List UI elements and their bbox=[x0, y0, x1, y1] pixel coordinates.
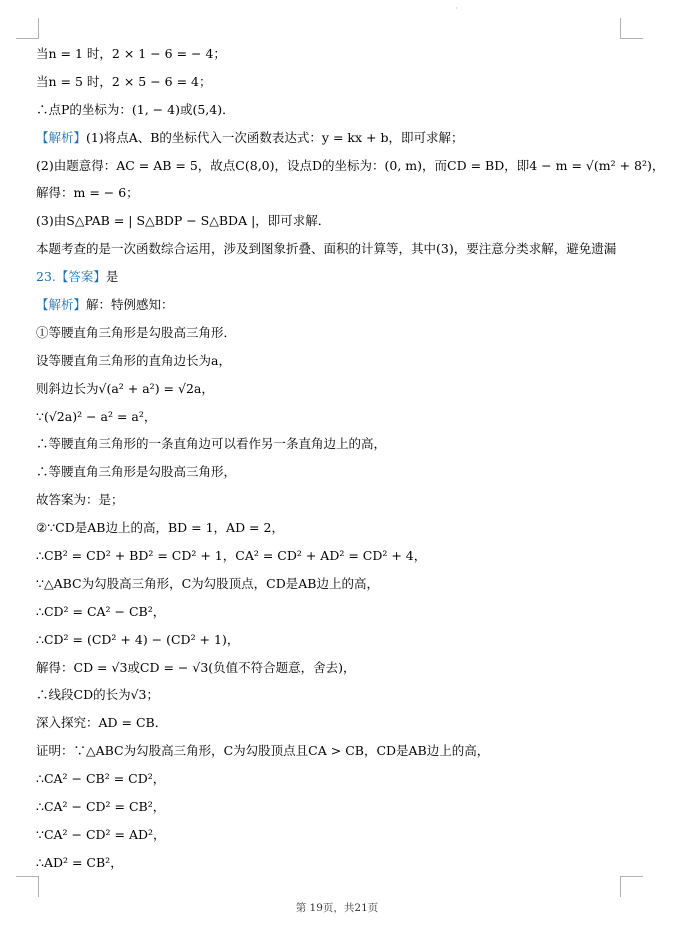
text-line bbox=[36, 681, 636, 709]
text-line bbox=[36, 709, 636, 737]
line-text: ∵(√2a)² − a² = a²， bbox=[36, 408, 157, 424]
text-line bbox=[36, 403, 636, 431]
line-text: 解得：m = − 6； bbox=[36, 185, 139, 201]
line-text: 当n = 5 时，2 × 5 − 6 = 4； bbox=[36, 73, 212, 89]
line-text: 是 bbox=[105, 269, 119, 285]
line-text: ①等腰直角三角形是勾股高三角形． bbox=[36, 324, 237, 340]
line-text: 深入探究：AD = CB． bbox=[36, 715, 168, 731]
line-text: ∴点P的坐标为：(1, − 4)或(5,4)． bbox=[36, 101, 235, 117]
line-text: ∴线段CD的长为√3； bbox=[36, 687, 160, 703]
section-tag: 【解析】 bbox=[36, 129, 87, 145]
text-line bbox=[36, 179, 636, 207]
text-line bbox=[36, 40, 636, 68]
line-text: ∴CA² − CD² = CB²， bbox=[36, 799, 166, 815]
line-text: 故答案为：是； bbox=[36, 492, 124, 508]
text-line bbox=[36, 570, 636, 598]
line-text: 设等腰直角三角形的直角边长为a， bbox=[36, 352, 231, 368]
text-line bbox=[36, 626, 636, 654]
text-line bbox=[36, 849, 636, 877]
line-text: 证明：∵△ABC为勾股高三角形，C为勾股顶点且CA > CB，CD是AB边上的高， bbox=[36, 743, 490, 759]
line-text: ∴等腰直角三角形是勾股高三角形， bbox=[36, 464, 237, 480]
line-text: ∵CA² − CD² = AD²， bbox=[36, 826, 166, 842]
line-text: ∵△ABC为勾股高三角形，C为勾股顶点，CD是AB边上的高， bbox=[36, 575, 379, 591]
text-line bbox=[36, 486, 636, 514]
text-line bbox=[36, 821, 636, 849]
text-line bbox=[36, 430, 636, 458]
text-line bbox=[36, 458, 636, 486]
text-line bbox=[36, 654, 636, 682]
line-text: 解：特例感知： bbox=[86, 297, 174, 313]
line-text: ∴CD² = (CD² + 4) − (CD² + 1)， bbox=[36, 631, 240, 647]
text-line bbox=[36, 152, 665, 180]
crop-mark-bottom-left bbox=[16, 876, 39, 897]
text-line bbox=[36, 96, 636, 124]
text-line bbox=[36, 68, 636, 96]
line-text: ∴CA² − CB² = CD²， bbox=[36, 771, 166, 787]
text-line bbox=[36, 375, 636, 403]
text-line bbox=[36, 514, 636, 542]
text-line bbox=[36, 598, 636, 626]
line-text: ∴CB² = CD² + BD² = CD² + 1，CA² = CD² + AD² = CD² + 4， bbox=[36, 548, 427, 564]
line-text: (2)由题意得：AC = AB = 5，故点C(8,0)，设点D的坐标为：(0, m)，而CD = BD，即4 − m = √(m² + 8²)， bbox=[36, 157, 665, 173]
text-line bbox=[36, 765, 636, 793]
line-text: ②∵CD是AB边上的高，BD = 1，AD = 2， bbox=[36, 520, 284, 536]
crop-mark-bottom-right bbox=[620, 876, 643, 897]
crop-mark-top-left bbox=[16, 18, 39, 39]
line-text: ∴CD² = CA² − CB²， bbox=[36, 603, 166, 619]
line-text: ∴等腰直角三角形的一条直角边可以看作另一条直角边上的高， bbox=[36, 436, 387, 452]
text-line bbox=[36, 291, 636, 319]
line-text: (3)由S△PAB = | S△BDP − S△BDA |，即可求解． bbox=[36, 213, 331, 229]
section-tag: 【解析】 bbox=[36, 297, 87, 313]
text-line bbox=[36, 793, 636, 821]
top-mark: · bbox=[455, 4, 458, 13]
text-line bbox=[36, 737, 636, 765]
crop-mark-top-right bbox=[620, 18, 643, 39]
text-line bbox=[36, 319, 636, 347]
text-line bbox=[36, 207, 636, 235]
text-line bbox=[36, 124, 636, 152]
text-line bbox=[36, 542, 636, 570]
line-text: 当n = 1 时，2 × 1 − 6 = − 4； bbox=[36, 46, 226, 61]
line-text: (1)将点A、B的坐标代入一次函数表达式：y = kx + b，即可求解； bbox=[86, 129, 464, 145]
line-text: 本题考查的是一次函数综合运用，涉及到图象折叠、面积的计算等，其中(3)，要注意分类求解，避免遗漏 bbox=[36, 241, 617, 257]
line-text: ∴AD² = CB²， bbox=[36, 854, 123, 870]
text-line bbox=[36, 347, 636, 375]
document-body bbox=[36, 40, 665, 877]
section-tag: 23.【答案】 bbox=[36, 269, 106, 285]
page-footer: 第 19页，共21页 bbox=[295, 902, 379, 914]
text-line bbox=[36, 235, 636, 263]
line-text: 则斜边长为√(a² + a²) = √2a， bbox=[36, 380, 214, 396]
line-text: 解得：CD = √3或CD = − √3(负值不符合题意，舍去)， bbox=[36, 659, 356, 675]
text-line bbox=[36, 263, 636, 291]
